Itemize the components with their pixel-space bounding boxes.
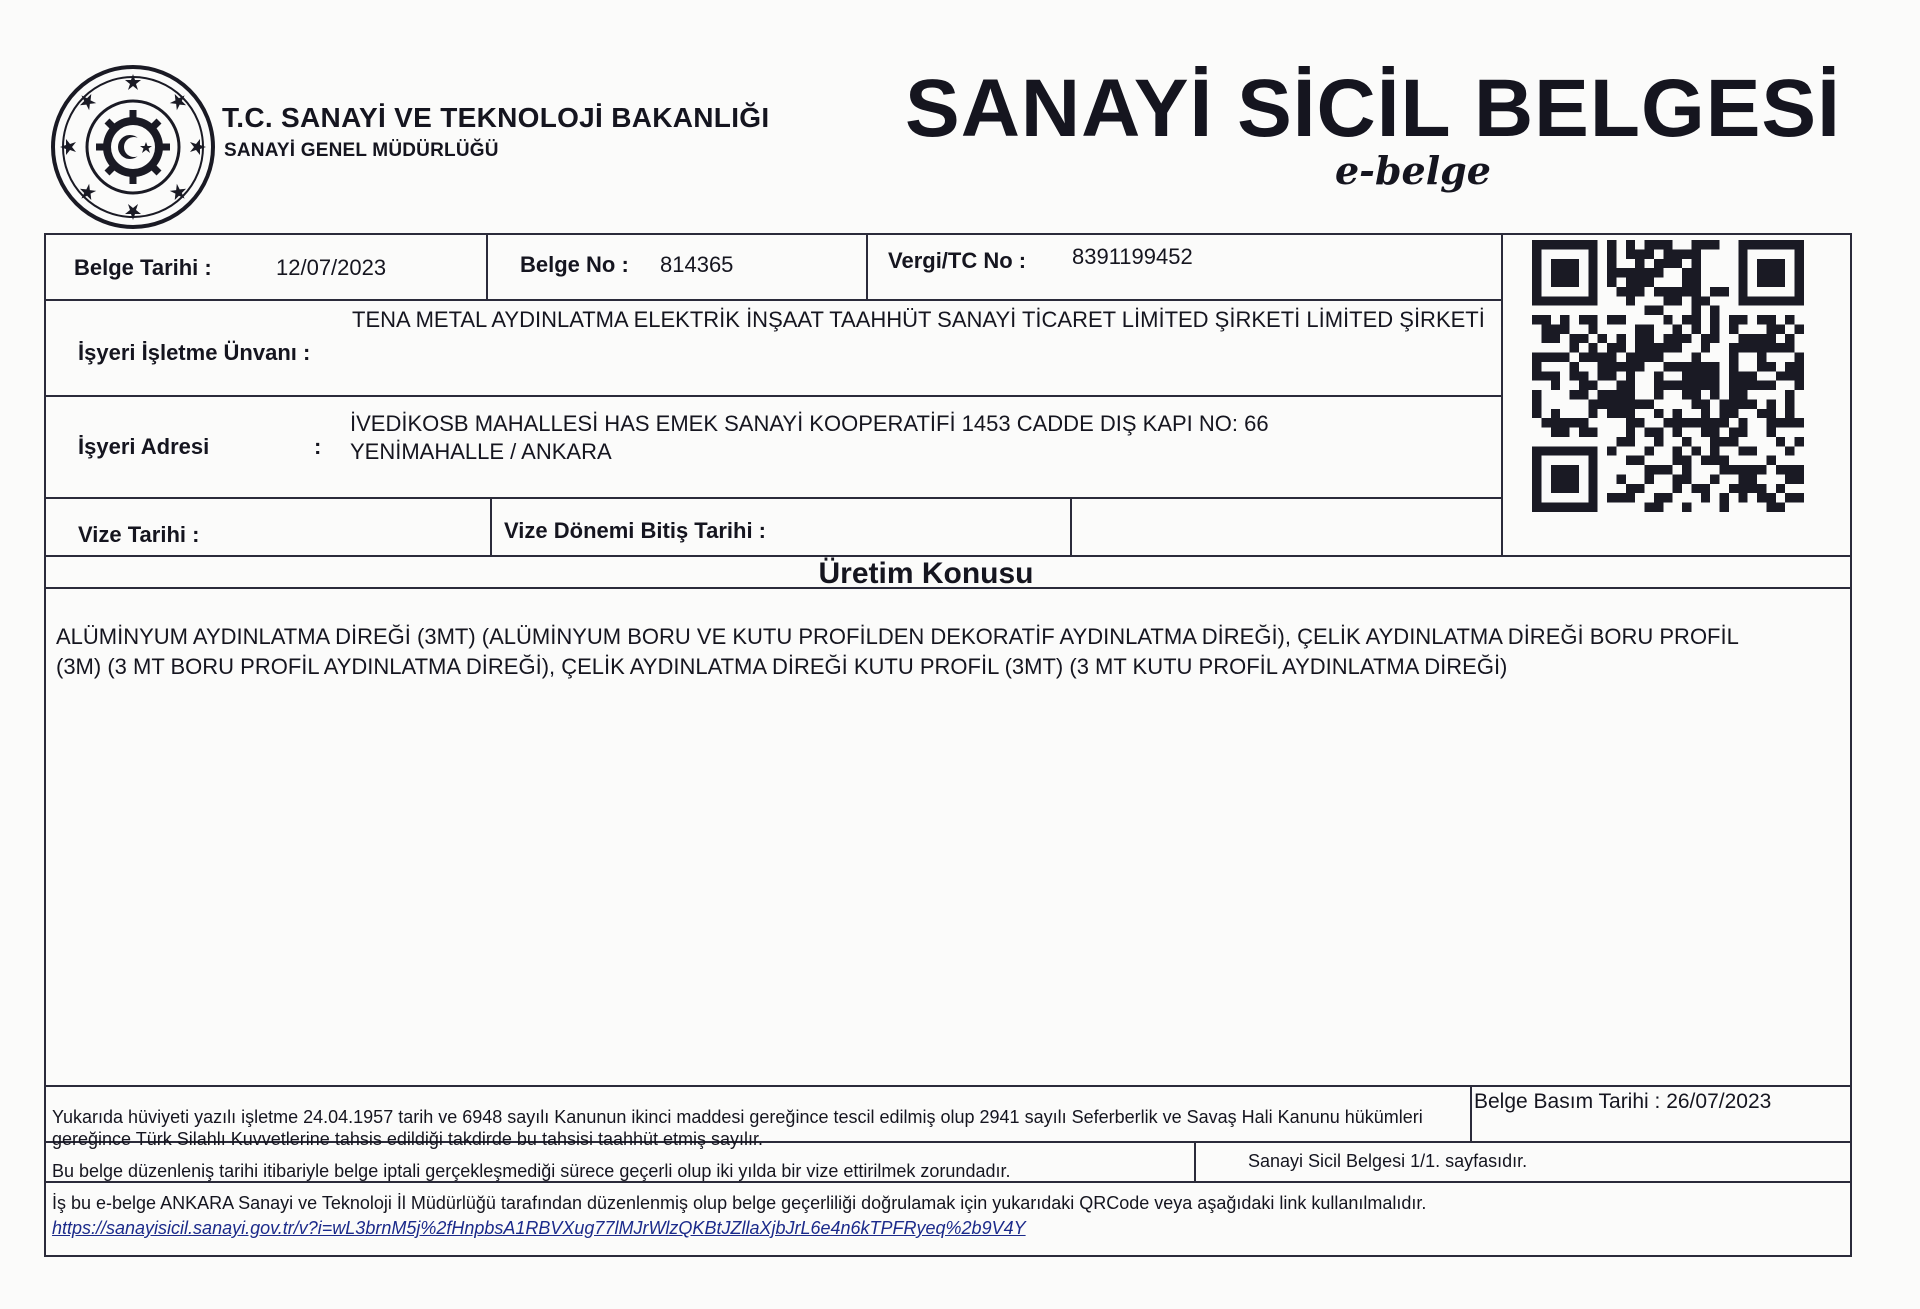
sayfa-text: Sanayi Sicil Belgesi 1/1. sayfasıdır. <box>1248 1151 1528 1171</box>
adres-colon: : <box>314 434 322 459</box>
adres-label: İşyeri Adresi <box>78 434 210 459</box>
production-text: ALÜMİNYUM AYDINLATMA DİREĞİ (3MT) (ALÜMİNYUM BORU VE KUTU PROFİLDEN DEKORATİF AYDINLATMA DİREĞİ), ÇELİK AYDINLATMA DİREĞİ BORU PROFİL (3M) (3 MT BORU PROFİL AYDINLATMA DİREĞİ), ÇELİK AYDINLATMA DİREĞİ KUTU PROFİL (3MT) (3 MT KUTU PROFİL AYDINLATMA DİREĞİ) <box>56 624 1739 679</box>
belge-tarihi-value: 12/07/2023 <box>276 255 387 280</box>
vergi-no-label: Vergi/TC No : <box>888 248 1027 273</box>
dogrulama-text: İş bu e-belge ANKARA Sanayi ve Teknoloji İl Müdürlüğü tarafından düzenlenmiş olup belge geçerliliği doğrulamak için yukarıdaki QRCode veya aşağıdaki link kullanılmalıdır. <box>52 1193 1427 1213</box>
qr-code <box>1532 240 1804 512</box>
basim-tarihi: Belge Basım Tarihi : 26/07/2023 <box>1474 1090 1772 1113</box>
belge-no-label: Belge No : <box>520 252 629 277</box>
document-subtitle: e-belge <box>1335 148 1491 193</box>
vize-donemi-label: Vize Dönemi Bitiş Tarihi : <box>504 518 767 543</box>
verification-link[interactable]: https://sanayisicil.sanayi.gov.tr/v?i=wL3brnM5j%2fHnpbsA1RBVXug77lMJrWlzQKBtJZllaXjbJrL6e4n6kTPFRyeq%2b9V4Y <box>52 1218 1026 1238</box>
belge-no-value: 814365 <box>660 252 734 277</box>
adres-value: İVEDİKOSB MAHALLESİ HAS EMEK SANAYİ KOOPERATİFİ 1453 CADDE DIŞ KAPI NO: 66 YENİMAHALLE / ANKARA <box>350 411 1269 464</box>
document-title: SANAYİ SİCİL BELGESİ <box>905 63 1841 154</box>
ministry-seal-logo <box>48 62 218 232</box>
vize-tarihi-label: Vize Tarihi : <box>78 522 200 547</box>
unvan-value: TENA METAL AYDINLATMA ELEKTRİK İNŞAAT TAAHHÜT SANAYİ TİCARET LİMİTED ŞİRKETİ LİMİTED ŞİRKETİ <box>352 307 1485 332</box>
gecerlilik-text: Bu belge düzenleniş tarihi itibariyle belge iptali gerçekleşmediği sürece geçerli olup iki yılda bir vize ettirilmek zorundadır. <box>52 1161 1011 1181</box>
production-title: Üretim Konusu <box>818 557 1034 590</box>
vergi-no-value: 8391199452 <box>1072 244 1193 269</box>
directorate-name: SANAYİ GENEL MÜDÜRLÜĞÜ <box>224 140 499 161</box>
unvan-label: İşyeri İşletme Ünvanı : <box>78 340 311 365</box>
belge-tarihi-label: Belge Tarihi : <box>74 255 212 280</box>
legal-text: Yukarıda hüviyeti yazılı işletme 24.04.1957 tarih ve 6948 sayılı Kanunun ikinci maddesi gereğince tescil edilmiş olup 2941 sayılı Seferberlik ve Savaş Hali Kanunu hükümleri gereğince Türk Silahlı Kuvvetlerine tahsis edildiği takdirde bu tahsisi taahhüt etmiş sayılır. <box>52 1107 1423 1149</box>
ministry-name: T.C. SANAYİ VE TEKNOLOJİ BAKANLIĞI <box>222 102 770 133</box>
